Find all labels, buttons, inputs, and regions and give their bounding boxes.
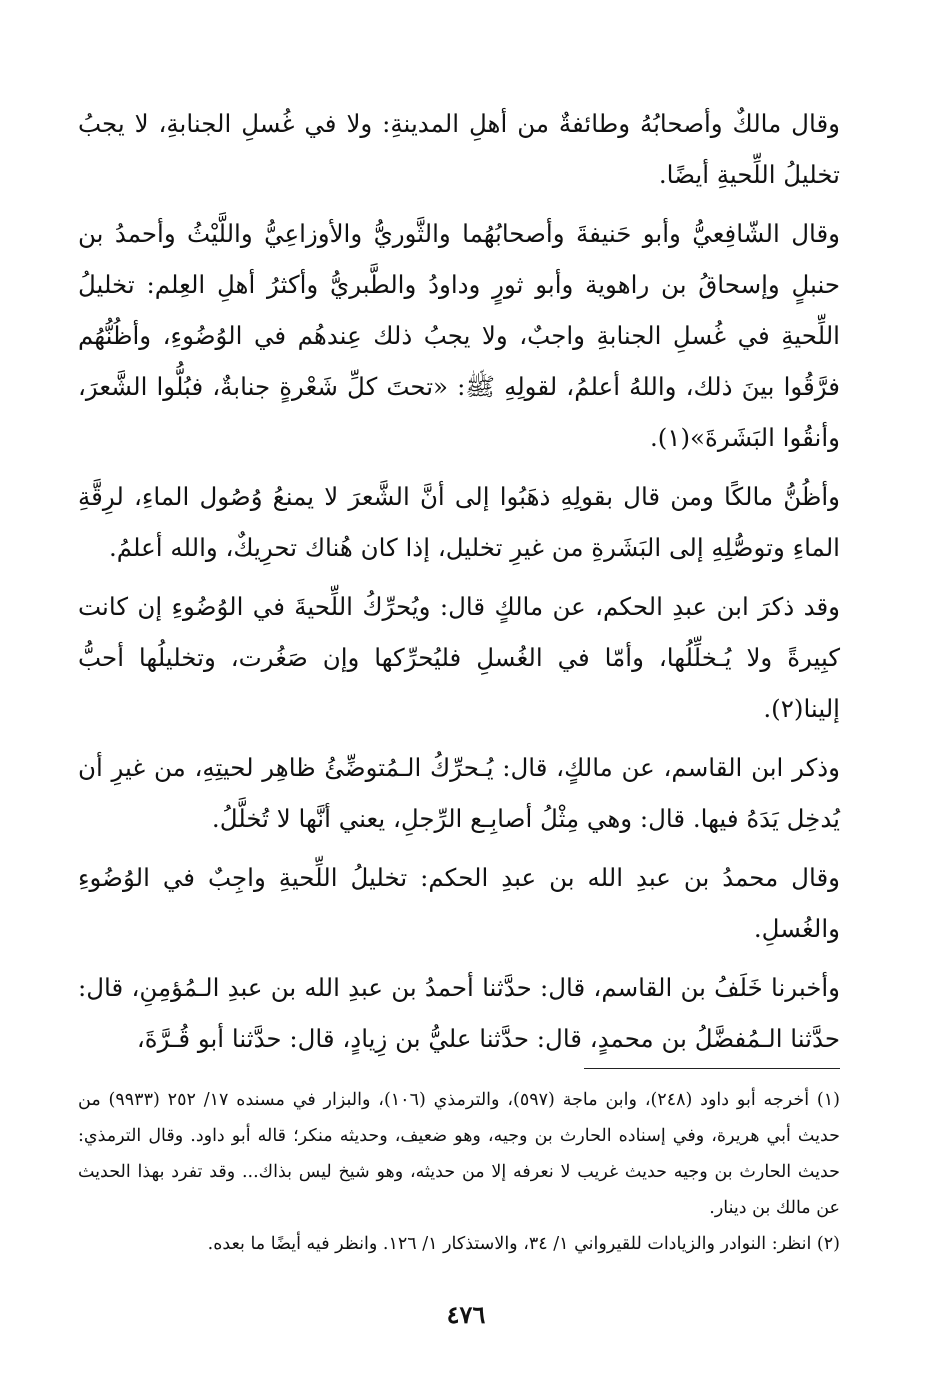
paragraph: وقال الشّافِعيُّ وأبو حَنيفةَ وأصحابُهُما والثَّوريُّ والأوزاعِيُّ واللَّيْثُ وأحمدُ بن حنبلٍ وإسحاقُ بن راهوية وأبو ثورٍ وداودُ والطَّبريُّ وأكثرُ أهلِ العِلم: تخليلُ اللِّحيةِ في غُسلِ الجنابةِ واجبٌ، ولا يجبُ ذلك عِندهُم في الوُضُوءِ، وأظُنُّهُم فرَّقُوا بينَ ذلك، واللهُ أعلمُ، لقولِهِ ﷺ: «تحتَ كلِّ شَعْرةٍ جنابةٌ، فبُلُّوا الشَّعرَ، وأنقُوا البَشَرةَ»(١).	[78, 219, 840, 452]
footnote: (٢) انظر: النوادر والزيادات للقيرواني ١/ ٣٤، والاستذكار ١/ ١٢٦. وانظر فيه أيضًا ما بعده.	[207, 1234, 840, 1254]
paragraph: وقال مالكٌ وأصحابُهُ وطائفةٌ من أهلِ المدينةِ: ولا في غُسلِ الجنابةِ، لا يجبُ تخليلُ اللِّحيةِ أيضًا.	[78, 109, 840, 189]
paragraph: وأظُنُّ مالكًا ومن قال بقولِهِ ذهَبُوا إلى أنَّ الشَّعرَ لا يمنعُ وُصُول الماءِ، لرِقَّةِ الماءِ وتوصُّلِهِ إلى البَشَرةِ من غيرِ تخليل، إذا كان هُناك تحرِيكٌ، والله أعلمُ.	[78, 482, 840, 562]
paragraph: وقال محمدُ بن عبدِ الله بن عبدِ الحكم: تخليلُ اللِّحيةِ واجِبٌ في الوُضُوءِ والغُسلِ.	[78, 863, 840, 943]
paragraph: وقد ذكرَ ابن عبدِ الحكم، عن مالكٍ قال: ويُحرِّكُ اللِّحيةَ في الوُضُوءِ إن كانت كبِيرةً ولا يُـخلِّلُها، وأمّا في الغُسلِ فليُحرِّكها وإن صَغُرت، وتخليلُها أحبُّ إلينا(٢).	[78, 592, 840, 723]
page-number: ٤٧٦	[446, 1300, 486, 1329]
footnote: (١) أخرجه أبو داود (٢٤٨)، وابن ماجة (٥٩٧)، والترمذي (١٠٦)، والبزار في مسنده ١٧/ ٢٥٢ (٩٩٣٣) من حديث أبي هريرة، وفي إسناده الحارث بن وجيه، وهو ضعيف، وحديثه منكر؛ قاله أبو داود. وقال الترمذي: حديث الحارث بن وجيه حديث غريب لا نعرفه إلا من حديثه، وهو شيخ ليس بذاك... وقد تفرد بهذا الحديث عن مالك بن دينار.	[78, 1090, 840, 1218]
footnotes	[78, 1082, 840, 1262]
main-text	[78, 98, 840, 1072]
paragraph: وذكر ابن القاسم، عن مالكٍ، قال: يُـحرِّكُ الـمُتوضِّئُ ظاهِر لحيتِهِ، من غيرِ أن يُدخِل يَدَهُ فيها. قال: وهي مِثْلُ أصابِـع الرِّجلِ، يعني أنَّها لا تُخلَّلُ.	[78, 753, 840, 833]
paragraph: وأخبرنا خَلَفُ بن القاسم، قال: حدَّثنا أحمدُ بن عبدِ الله بن عبدِ الـمُؤمِنِ، قال: حدَّثنا الـمُفضَّلُ بن محمدٍ، قال: حدَّثنا عليُّ بن زِيادٍ، قال: حدَّثنا أبو قُـرَّةَ،	[78, 973, 840, 1053]
footnote-separator	[584, 1068, 840, 1069]
